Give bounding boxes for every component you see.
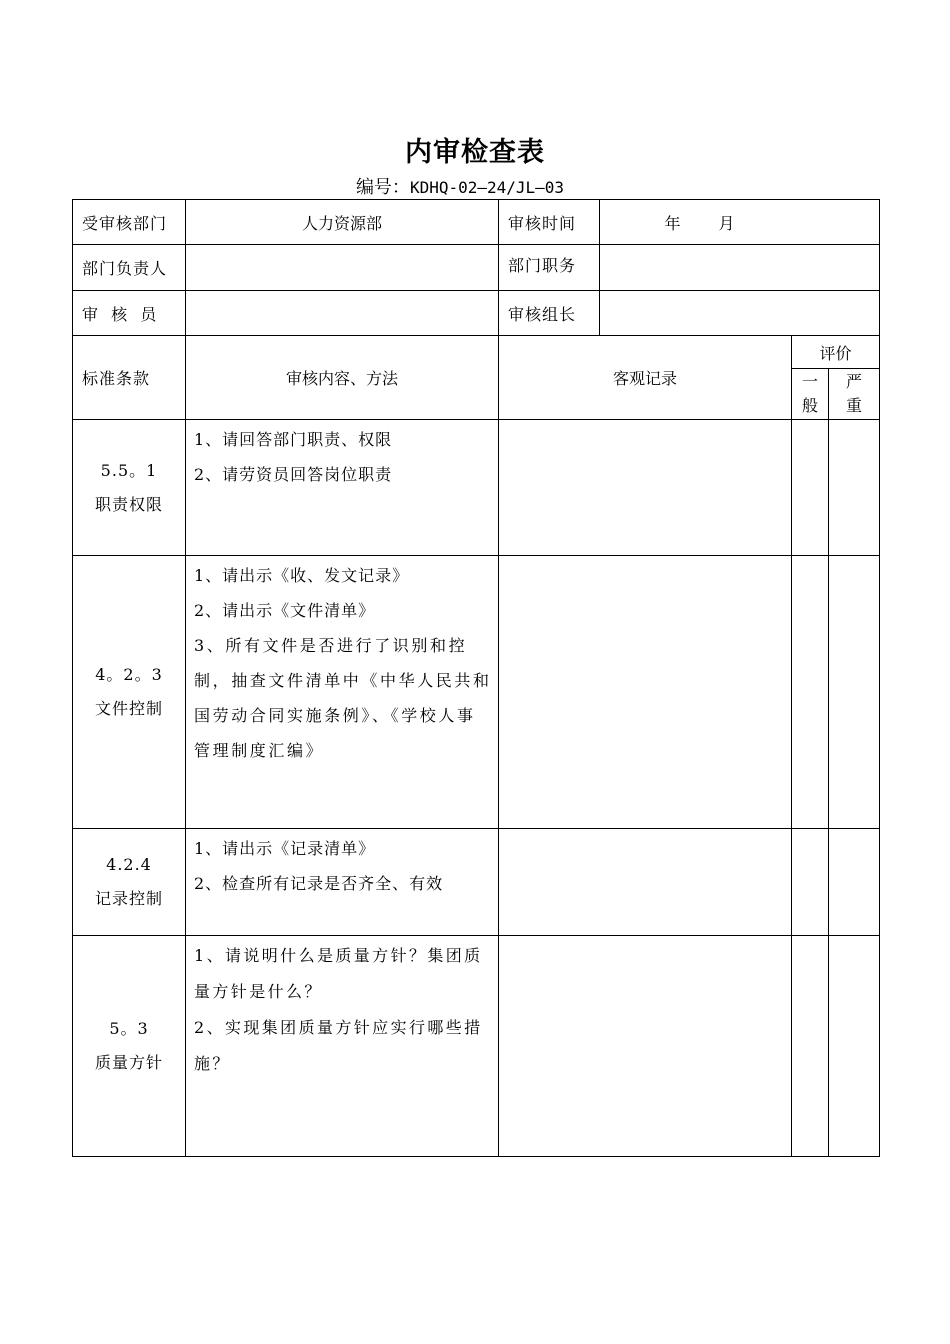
column-header-row — [73, 336, 880, 369]
content-cell — [186, 420, 499, 556]
record-cell — [499, 556, 792, 829]
time-month: 月 — [718, 213, 735, 233]
time-label: 审核时间 — [499, 200, 600, 245]
clause-cell — [73, 829, 186, 936]
document-code — [0, 173, 920, 199]
content-item: 2、请出示《文件清单》 — [194, 601, 376, 620]
record-cell — [499, 829, 792, 936]
dept-value: 人力资源部 — [186, 200, 499, 245]
checklist-row — [73, 556, 880, 829]
head-label: 部门负责人 — [73, 245, 186, 291]
position-label: 部门职务 — [499, 245, 600, 291]
document-title: 内审检查表 — [405, 137, 545, 168]
content-item: 1、请出示《记录清单》 — [194, 839, 376, 858]
code-label: 编号： — [355, 177, 410, 198]
content-item: 3、所有文件是否进行了识别和控制，抽查文件清单中《中华人民共和国劳动合同实施条例》、《学校人事管理制度汇编》 — [194, 636, 492, 760]
clause-column-header: 标准条款 — [73, 336, 186, 420]
clause-cell — [73, 420, 186, 556]
clause-number: 4。2。3 — [95, 665, 163, 684]
content-item: 2、实现集团质量方针应实行哪些措施？ — [194, 1018, 483, 1073]
serious-cell — [829, 556, 880, 829]
content-cell — [186, 829, 499, 936]
clause-number: 4.2.4 — [106, 855, 152, 874]
general-cell — [792, 829, 829, 936]
position-value — [600, 245, 880, 291]
general-cell — [792, 936, 829, 1157]
time-value — [600, 200, 880, 245]
header-row-auditor — [73, 291, 880, 336]
content-item: 2、请劳资员回答岗位职责 — [194, 465, 393, 484]
dept-label: 受审核部门 — [73, 200, 186, 245]
content-cell — [186, 936, 499, 1157]
content-item: 1、请说明什么是质量方针？集团质量方针是什么？ — [194, 946, 483, 1001]
evaluation-column-header: 评价 — [792, 336, 880, 369]
content-item: 1、请出示《收、发文记录》 — [194, 566, 410, 585]
clause-number: 5.5。1 — [100, 460, 158, 480]
general-column-header: 一 般 — [792, 369, 829, 420]
leader-value — [600, 291, 880, 336]
clause-cell — [73, 556, 186, 829]
clause-name: 记录控制 — [94, 889, 163, 908]
record-column-header: 客观记录 — [499, 336, 792, 420]
clause-name: 职责权限 — [94, 494, 163, 514]
auditor-value — [186, 291, 499, 336]
head-value — [186, 245, 499, 291]
clause-number: 5。3 — [109, 1019, 149, 1038]
content-item: 2、检查所有记录是否齐全、有效 — [194, 874, 444, 893]
serious-cell — [829, 829, 880, 936]
audit-checklist-table — [72, 199, 880, 1157]
content-column-header: 审核内容、方法 — [186, 336, 499, 420]
header-row-head — [73, 245, 880, 291]
clause-name: 质量方针 — [94, 1053, 163, 1072]
time-year: 年 — [664, 213, 681, 233]
auditor-label: 审 核 员 — [73, 291, 186, 336]
serious-column-header: 严 重 — [829, 369, 880, 420]
general-cell — [792, 556, 829, 829]
general-cell — [792, 420, 829, 556]
code-value: KDHQ-02—24/JL—03 — [409, 178, 565, 197]
content-cell — [186, 556, 499, 829]
serious-cell — [829, 936, 880, 1157]
checklist-row — [73, 829, 880, 936]
clause-name: 文件控制 — [94, 699, 163, 718]
record-cell — [499, 420, 792, 556]
content-item: 1、请回答部门职责、权限 — [194, 430, 393, 449]
checklist-row — [73, 420, 880, 556]
clause-cell — [73, 936, 186, 1157]
leader-label: 审核组长 — [499, 291, 600, 336]
checklist-row — [73, 936, 880, 1157]
header-row-dept — [73, 200, 880, 245]
serious-cell — [829, 420, 880, 556]
record-cell — [499, 936, 792, 1157]
